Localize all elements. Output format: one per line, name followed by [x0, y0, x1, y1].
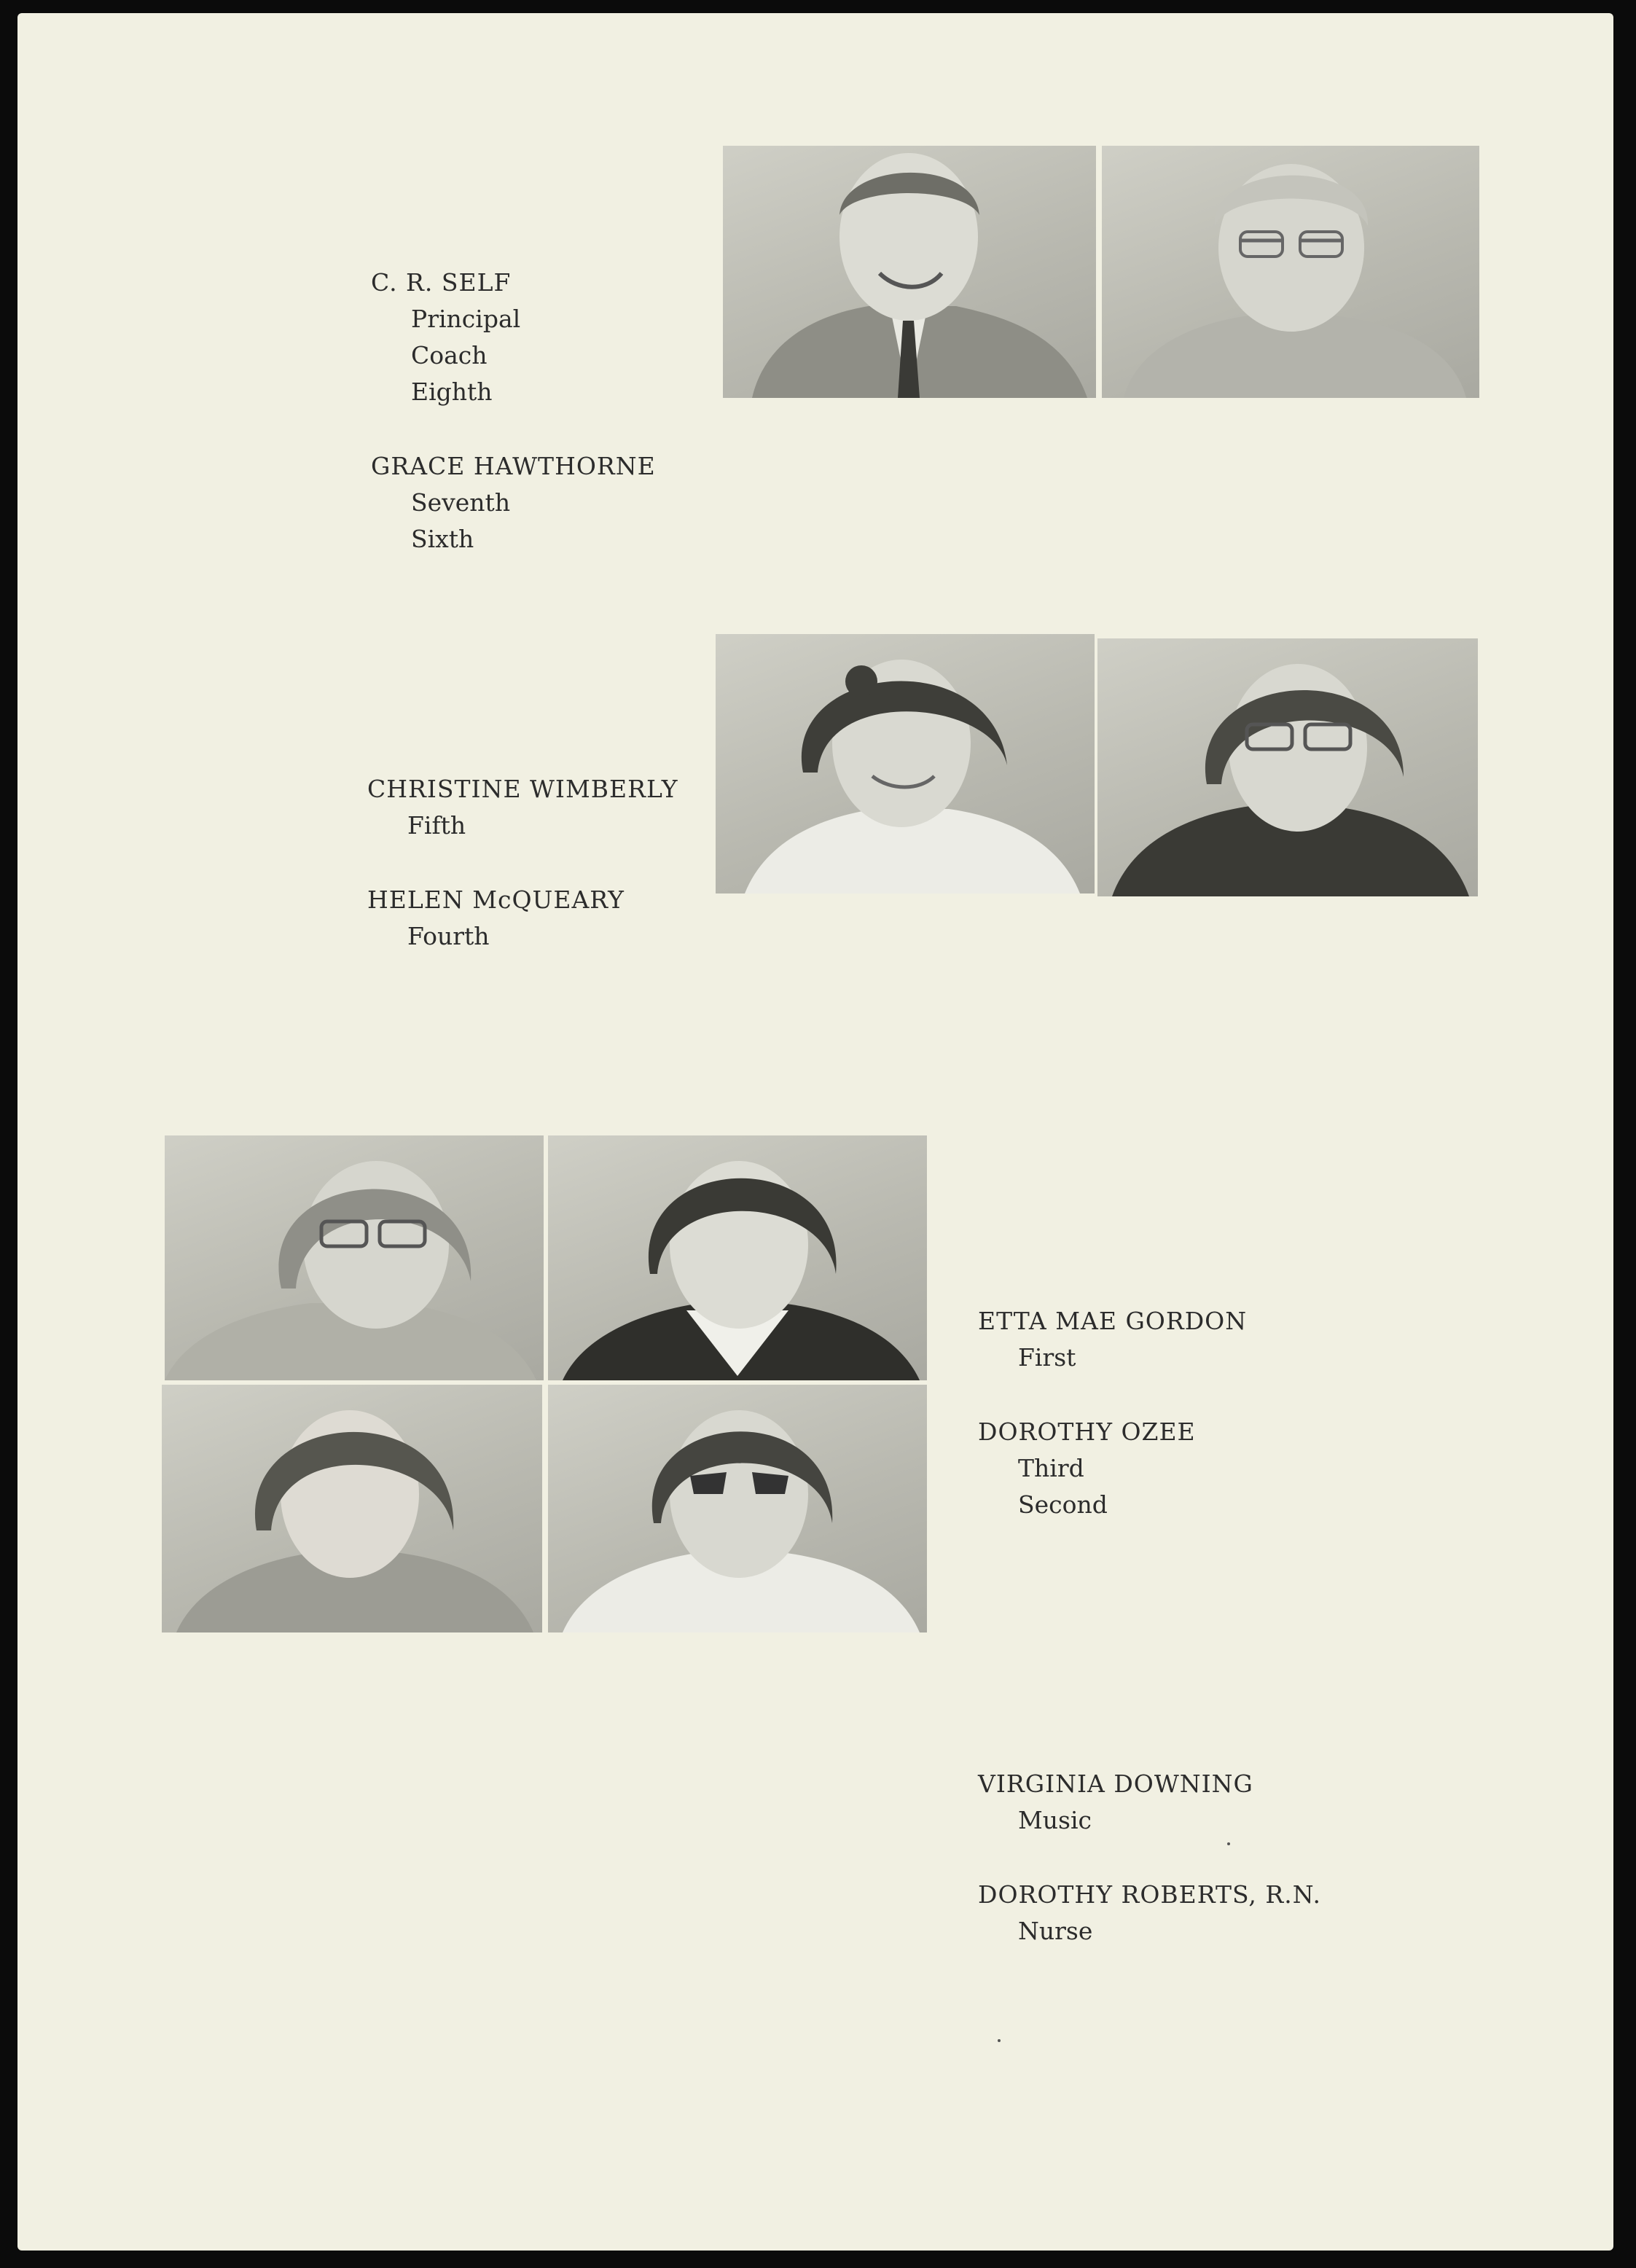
- staff-role: Music: [1018, 1806, 1092, 1834]
- portrait-photo-etta-mae-gordon: [165, 1135, 544, 1380]
- staff-label-block-3: [978, 1303, 1247, 1523]
- staff-name: ETTA MAE GORDON: [978, 1307, 1248, 1335]
- staff-role: Eighth: [411, 378, 493, 406]
- staff-role: Nurse: [1018, 1917, 1093, 1945]
- yearbook-page: [17, 13, 1613, 2251]
- print-speck: [1227, 1842, 1230, 1845]
- staff-name: DOROTHY ROBERTS, R.N.: [978, 1880, 1321, 1909]
- staff-role: Second: [1018, 1490, 1108, 1519]
- portrait-photo-grace-hawthorne: [1102, 146, 1479, 398]
- staff-name: VIRGINIA DOWNING: [978, 1770, 1253, 1798]
- staff-name: C. R. SELF: [371, 268, 512, 297]
- staff-name: HELEN McQUEARY: [367, 885, 625, 914]
- staff-label-block-1: [371, 265, 656, 558]
- portrait-photo-dorothy-ozee: [548, 1135, 927, 1380]
- staff-role: Sixth: [411, 525, 474, 553]
- staff-role: Third: [1018, 1454, 1084, 1482]
- staff-name: GRACE HAWTHORNE: [371, 452, 656, 480]
- staff-role: First: [1018, 1343, 1076, 1372]
- staff-role: Fourth: [407, 922, 490, 950]
- staff-name: DOROTHY OZEE: [978, 1418, 1196, 1446]
- print-speck: [998, 2039, 1001, 2042]
- staff-role: Seventh: [411, 488, 511, 517]
- portrait-photo-virginia-downing: [162, 1385, 542, 1632]
- portrait-photo-dorothy-roberts: [548, 1385, 927, 1632]
- staff-label-block-4: [978, 1766, 1321, 1950]
- staff-role: Coach: [411, 341, 488, 369]
- portrait-photo-christine-wimberly: [716, 634, 1095, 893]
- portrait-photo-c-r-self: [723, 146, 1096, 398]
- staff-label-block-2: [367, 771, 678, 955]
- staff-role: Principal: [411, 305, 521, 333]
- staff-role: Fifth: [407, 811, 466, 840]
- staff-name: CHRISTINE WIMBERLY: [367, 775, 678, 803]
- portrait-photo-helen-mcqueary: [1097, 638, 1478, 896]
